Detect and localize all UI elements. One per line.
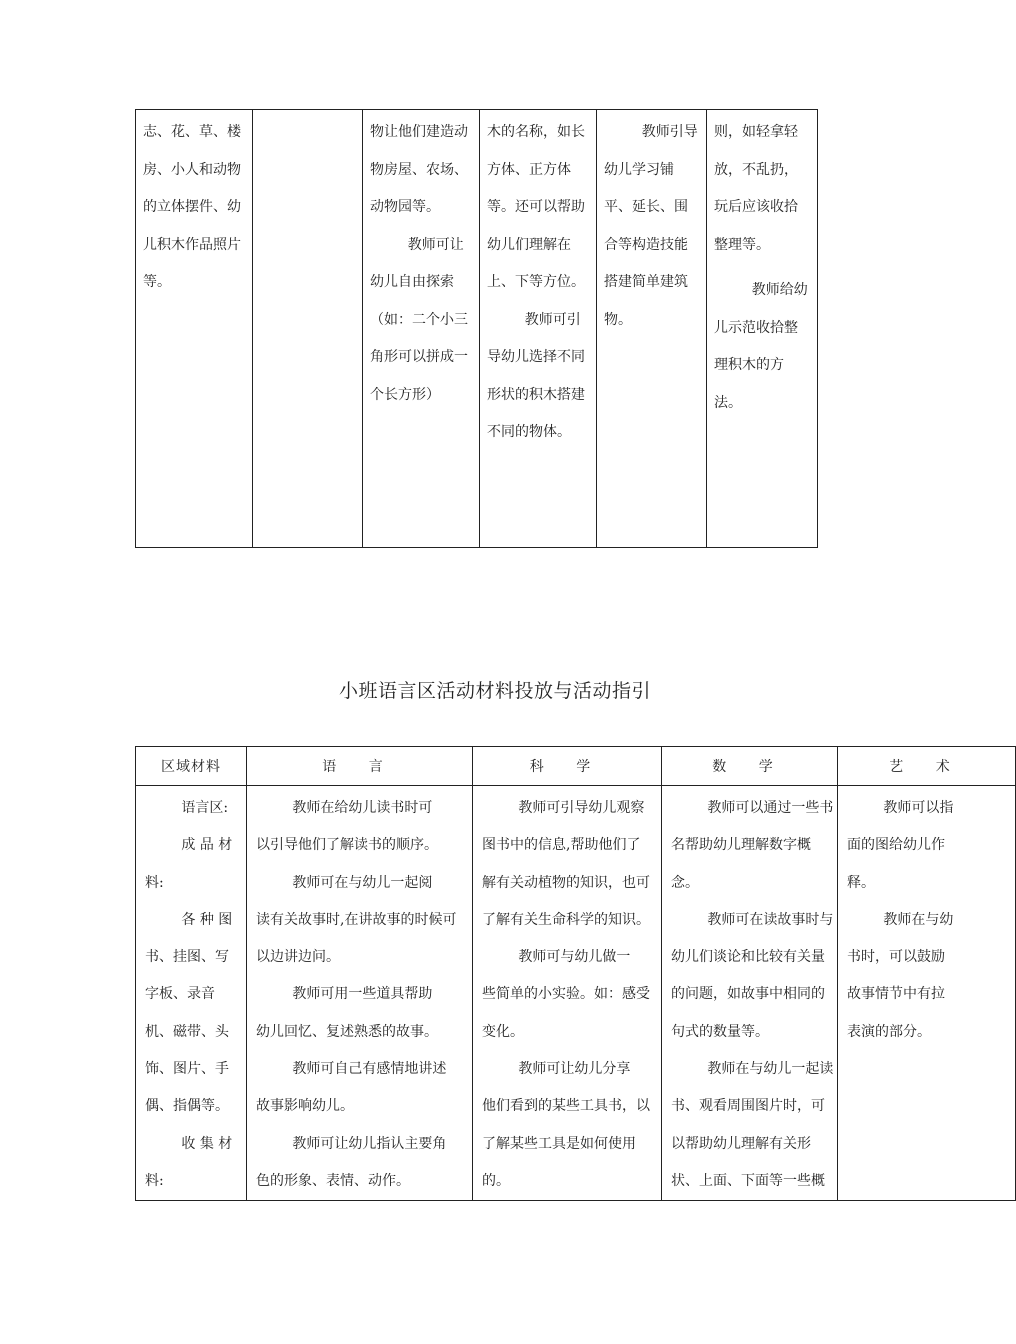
cell-line: 语言区: xyxy=(181,800,229,816)
cell-line: 故事影响幼儿。 xyxy=(256,1098,354,1115)
cell-line: 教师可在读故事时与 xyxy=(707,911,834,928)
body-row xyxy=(136,786,1016,1201)
cell-paragraph: 木的名称，如长方体、正方体等。还可以帮助幼儿们理解在上、下等方位。 xyxy=(487,124,585,290)
cell-line: 教师可以指 xyxy=(883,800,954,816)
cell-line: 各 种 图书、挂图、写字板、录音机、磁带、头饰、图片、手偶、指偶等。 xyxy=(145,911,233,1115)
cell-line: 状、上面、下面等一些概 xyxy=(671,1172,825,1189)
cell-line: 教师可让幼儿指认主要角 xyxy=(292,1135,447,1152)
cell-line: 教师可引导幼儿观察 xyxy=(518,800,645,816)
cell-line: 图书中的信息,帮助他们了 xyxy=(482,837,641,854)
cell-paragraph: 教师给幼儿示范收拾整理积木的方法。 xyxy=(714,282,808,411)
cell-line: 释。 xyxy=(847,874,875,891)
top-cell xyxy=(253,110,363,548)
bottom-table-viewport xyxy=(135,746,964,1198)
cell-paragraph: 志、花、草、楼房、小人和动物的立体摆件、幼儿积木作品照片等。 xyxy=(143,124,241,290)
cell-paragraph: 教师可让幼儿自由探索（如：二个小三角形可以拼成一个长方形） xyxy=(370,236,468,403)
cell-line: 幼儿们谈论和比较有关量 xyxy=(671,949,825,966)
cell-line: 幼儿回忆、复述熟悉的故事。 xyxy=(256,1023,438,1040)
cell-paragraph: 教师引导幼儿学习铺平、延长、围合等构造技能搭建简单建筑物。 xyxy=(604,124,698,328)
cell-line: 了解某些工具是如何使用 xyxy=(482,1135,636,1152)
cell-line: 表演的部分。 xyxy=(847,1023,931,1040)
top-cell xyxy=(363,110,480,548)
cell-line: 收 集 材料: xyxy=(145,1135,233,1189)
cell-line: 成 品 材料: xyxy=(145,837,233,891)
document-title: 小班语言区活动材料投放与活动指引 xyxy=(338,680,651,702)
cell-line: 书时，可以鼓励 xyxy=(847,949,945,966)
math-cell xyxy=(662,786,838,1201)
header-math: 数 学 xyxy=(662,747,838,786)
header-row xyxy=(136,747,1016,786)
header-art: 艺 术 xyxy=(838,747,1016,786)
top-cell xyxy=(136,110,253,548)
cell-line: 他们看到的某些工具书，以 xyxy=(482,1098,650,1115)
top-table xyxy=(135,109,818,548)
cell-line: 书、观看周围图片时，可 xyxy=(671,1098,825,1115)
cell-line: 教师可以通过一些书 xyxy=(707,800,834,816)
cell-line: 教师可让幼儿分享 xyxy=(518,1061,631,1078)
top-table-row xyxy=(136,110,818,548)
cell-line: 念。 xyxy=(671,874,699,891)
cell-line: 些简单的小实验。如：感受 xyxy=(482,986,650,1003)
cell-paragraph: 物让他们建造动物房屋、农场、动物园等。 xyxy=(370,124,468,215)
cell-line: 读有关故事时,在讲故事的时候可 xyxy=(256,911,457,928)
top-cell xyxy=(480,110,597,548)
cell-line: 教师可自己有感情地讲述 xyxy=(292,1061,447,1078)
cell-line: 教师可与幼儿做一 xyxy=(518,949,631,966)
cell-line: 的。 xyxy=(482,1172,510,1189)
cell-line: 解有关动植物的知识，也可 xyxy=(482,874,650,891)
cell-line: 教师在与幼 xyxy=(883,911,954,928)
cell-line: 面的图给幼儿作 xyxy=(847,837,945,854)
cell-line: 教师可用一些道具帮助 xyxy=(292,986,433,1003)
cell-line: 以边讲边问。 xyxy=(256,949,340,966)
cell-line: 句式的数量等。 xyxy=(671,1023,769,1040)
science-cell xyxy=(473,786,662,1201)
cell-line: 以引导他们了解读书的顺序。 xyxy=(256,837,438,854)
top-cell xyxy=(597,110,707,548)
materials-cell xyxy=(136,786,247,1201)
language-cell xyxy=(247,786,473,1201)
art-cell xyxy=(838,786,1016,1201)
cell-paragraph: 教师可引导幼儿选择不同形状的积木搭建不同的物体。 xyxy=(487,311,585,440)
cell-line: 变化。 xyxy=(482,1023,524,1040)
cell-line: 了解有关生命科学的知识。 xyxy=(482,911,650,928)
bottom-table xyxy=(135,746,1016,1201)
cell-line: 色的形象、表情、动作。 xyxy=(256,1172,410,1189)
cell-line: 教师可在与幼儿一起阅 xyxy=(292,874,433,891)
header-language: 语 言 xyxy=(247,747,473,786)
cell-line: 故事情节中有拉 xyxy=(847,986,945,1003)
cell-line: 教师在给幼儿读书时可 xyxy=(292,800,433,816)
cell-paragraph: 则，如轻拿轻放，不乱扔，玩后应该收拾整理等。 xyxy=(714,124,798,253)
cell-line: 以帮助幼儿理解有关形 xyxy=(671,1135,811,1152)
cell-line: 的问题，如故事中相同的 xyxy=(671,986,825,1003)
header-science: 科 学 xyxy=(473,747,662,786)
cell-line: 教师在与幼儿一起读 xyxy=(707,1061,834,1078)
header-materials: 区域材料 xyxy=(136,747,247,786)
cell-line: 名帮助幼儿理解数字概 xyxy=(671,837,811,854)
top-cell xyxy=(707,110,818,548)
